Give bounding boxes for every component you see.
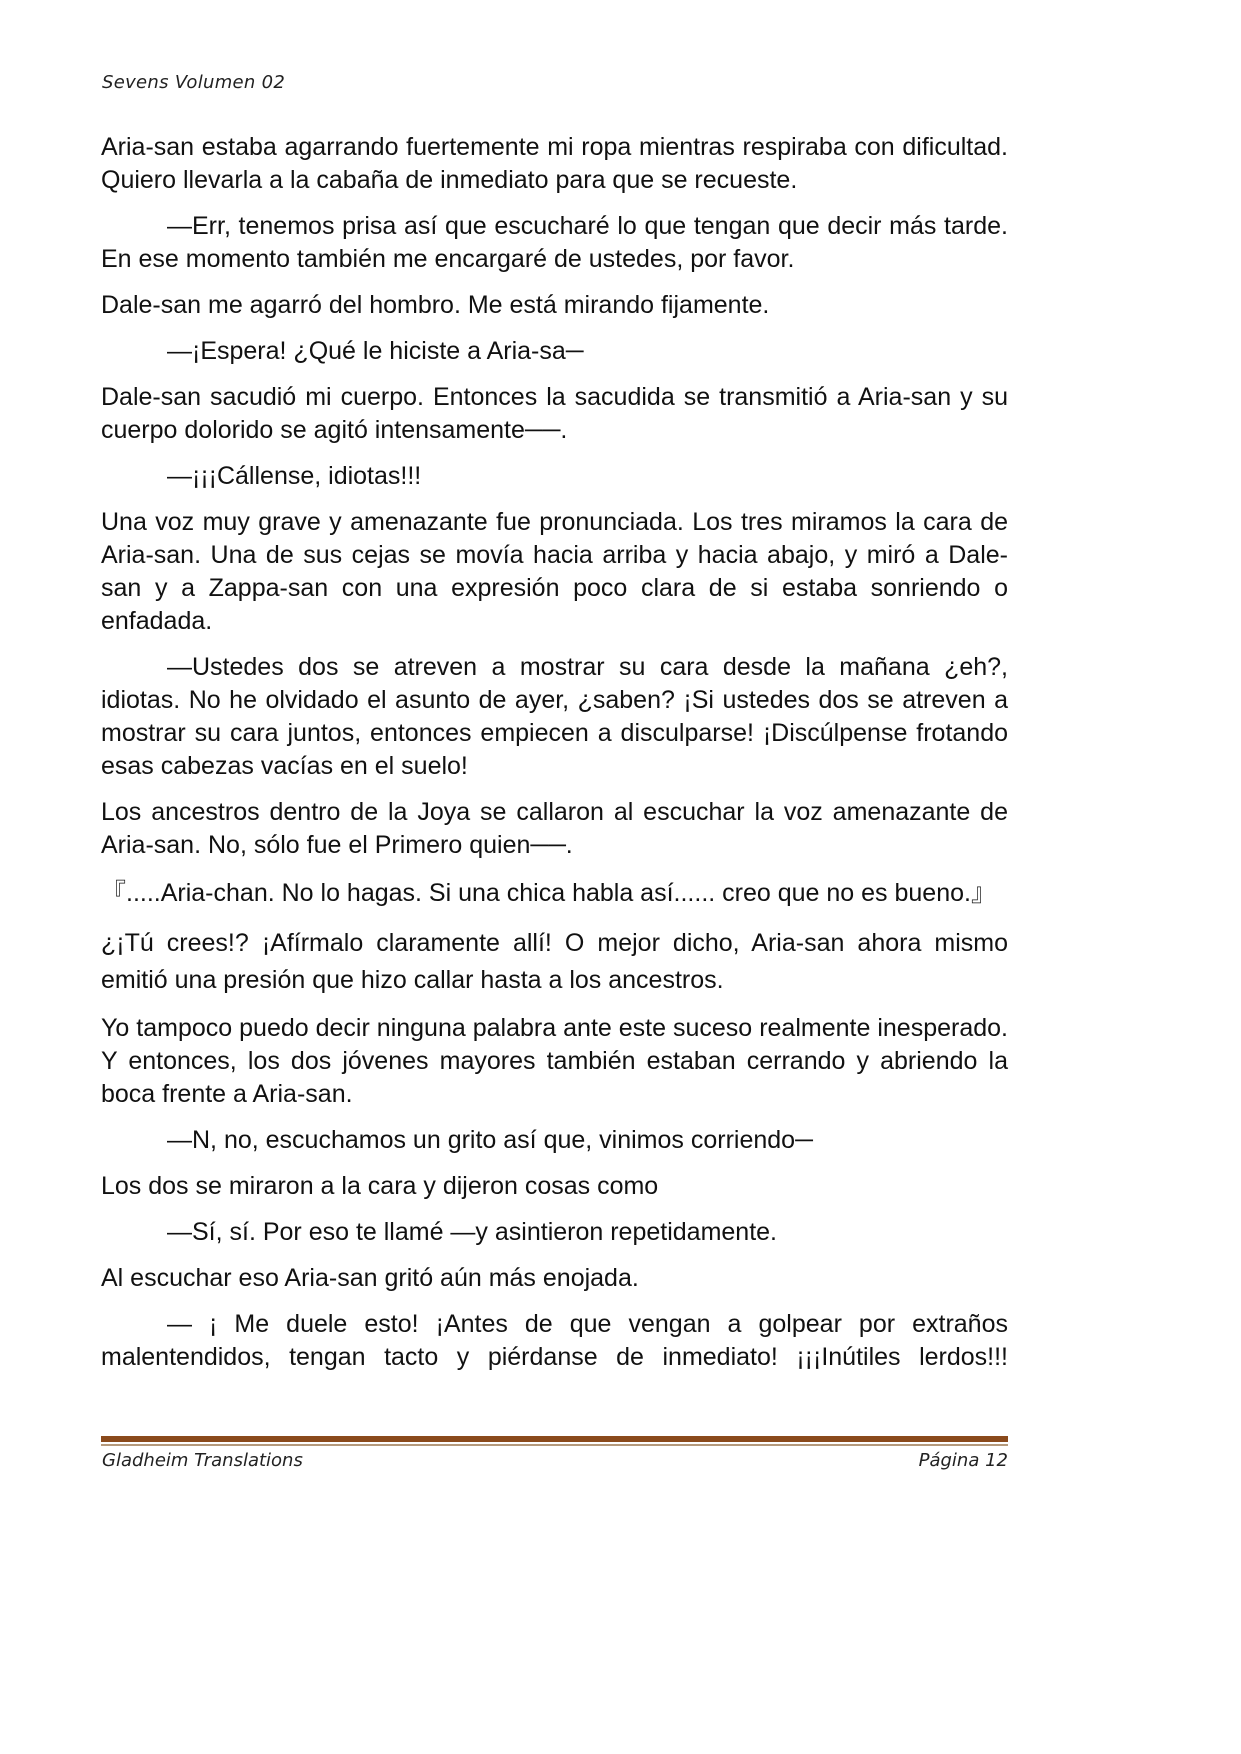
dialogue-paragraph: —Ustedes dos se atreven a mostrar su cara desde la mañana ¿eh?, idiotas. No he olvidado el asunto de ayer, ¿saben? ¡Si ustedes dos se atreven a mostrar su cara juntos, entonces empiecen a disculparse! ¡Discúlpense frotando esas cabezas vacías en el suelo! — [101, 653, 1008, 780]
paragraph: Dale-san me agarró del hombro. Me está mirando fijamente. — [101, 291, 770, 319]
paragraph: Una voz muy grave y amenazante fue pronunciada. Los tres miramos la cara de Aria-san. Una de sus cejas se movía hacia arriba y hacia abajo, y miró a Dale-san y a Zappa-san con una expresión poco clara de si estaba sonriendo o enfadada. — [101, 508, 1008, 635]
paragraph: Yo tampoco puedo decir ninguna palabra ante este suceso realmente inesperado. Y entonces, los dos jóvenes mayores también estaban cerrando y abriendo la boca frente a Aria-san. — [101, 1014, 1008, 1108]
dialogue-paragraph: —Sí, sí. Por eso te llamé —y asintieron repetidamente. — [167, 1218, 777, 1246]
paragraph: Al escuchar eso Aria-san gritó aún más enojada. — [101, 1264, 639, 1292]
page-number: Página 12 — [918, 1450, 1008, 1471]
paragraph: Dale-san sacudió mi cuerpo. Entonces la sacudida se transmitió a Aria-san y su cuerpo dolorido se agitó intensamente──. — [101, 383, 1008, 444]
quote-paragraph: 『.....Aria-chan. No lo hagas. Si una chica habla así...... creo que no es bueno.』 — [101, 879, 996, 907]
dialogue-paragraph: —Err, tenemos prisa así que escucharé lo que tengan que decir más tarde. En ese momento también me encargaré de ustedes, por favor. — [101, 212, 1008, 273]
footer-rule — [101, 1436, 1008, 1442]
dialogue-paragraph: —N, no, escuchamos un grito así que, vinimos corriendo─ — [167, 1126, 813, 1154]
footer-publisher: Gladheim Translations — [102, 1450, 303, 1471]
page-body — [101, 131, 1008, 1387]
paragraph: Aria-san estaba agarrando fuertemente mi ropa mientras respiraba con dificultad. Quiero llevarla a la cabaña de inmediato para que se recueste. — [101, 133, 1008, 194]
dialogue-paragraph: — ¡ Me duele esto! ¡Antes de que vengan a golpear por extraños malentendidos, tengan tacto y piérdanse de inmediato! ¡¡¡Inútiles lerdos!!! — [101, 1310, 1008, 1371]
footer-rule-thin — [101, 1444, 1008, 1446]
paragraph: ¿¡Tú crees!? ¡Afírmalo claramente allí! O mejor dicho, Aria-san ahora mismo emitió una presión que hizo callar hasta a los ancestros. — [101, 929, 1008, 994]
running-header: Sevens Volumen 02 — [102, 72, 286, 93]
dialogue-paragraph: —¡Espera! ¿Qué le hiciste a Aria-sa─ — [167, 337, 584, 365]
dialogue-paragraph: —¡¡¡Cállense, idiotas!!! — [167, 462, 422, 490]
paragraph: Los ancestros dentro de la Joya se callaron al escuchar la voz amenazante de Aria-san. No, sólo fue el Primero quien──. — [101, 798, 1008, 859]
paragraph: Los dos se miraron a la cara y dijeron cosas como — [101, 1172, 659, 1200]
